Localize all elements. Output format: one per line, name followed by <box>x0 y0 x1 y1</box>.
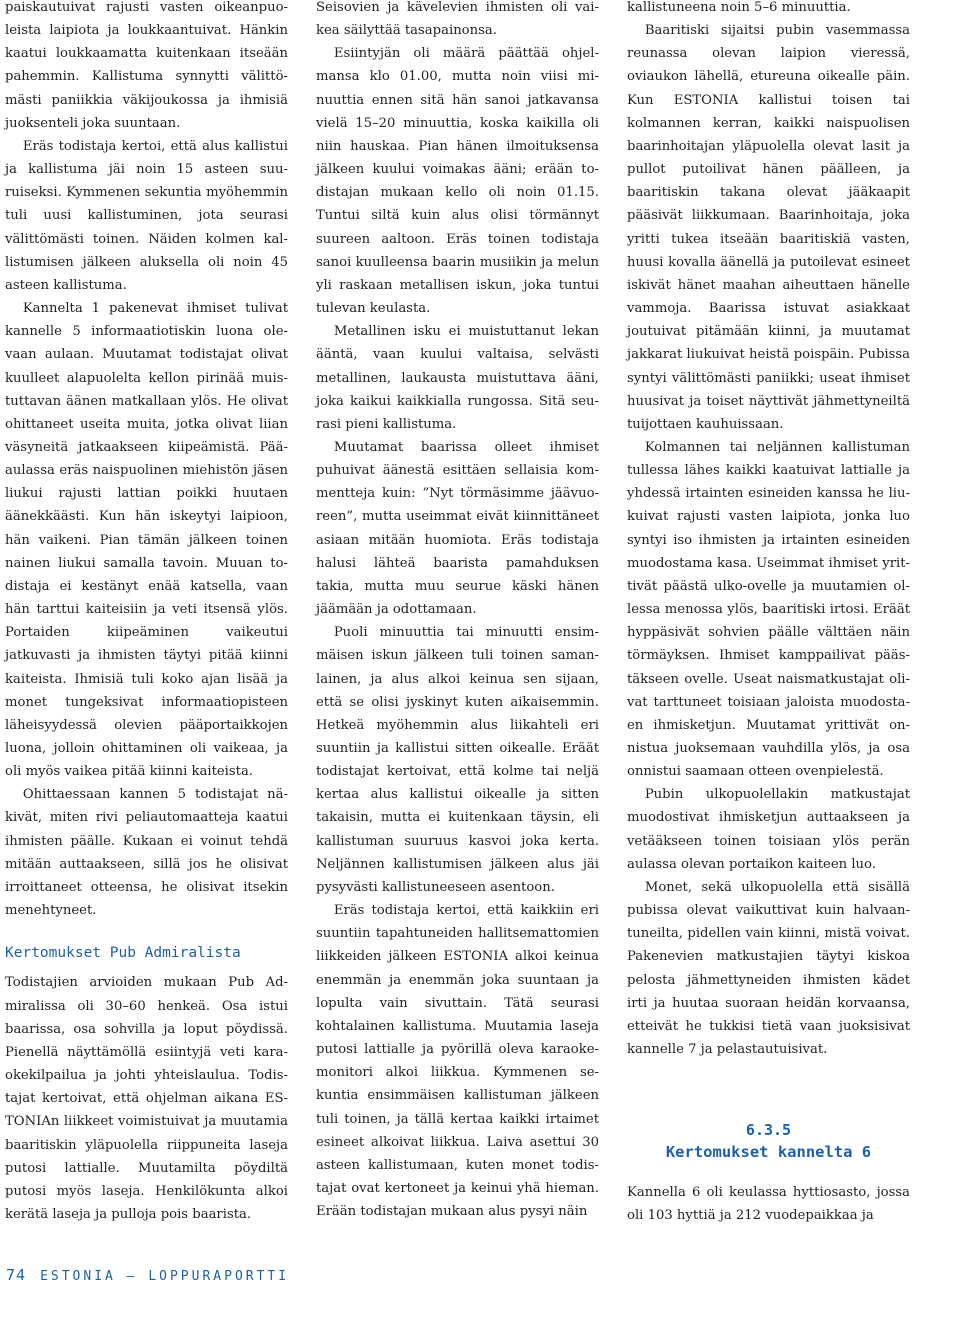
paragraph: kallistuneena noin 5–6 minuuttia. <box>627 0 851 15</box>
paragraph: Baaritiski sijaitsi pubin vasemmassa reunassa olevan laipion vieressä, oviaukon lähellä, etureuna oikealle päin. Kun ESTONIA kallistui toisen tai kolmannen kerran, kaikki naispuolisen baarinhoitajan yläpuolella olevat lasit ja pullot putoilivat hänen päälleen, ja baaritiskin takana olevat jääkaapit pääsivät liikkumaan. Baarinhoitaja, joka yritti tukea itseään baaritiskiä vasten, huusi kovalla äänellä ja putoilevat esineet iskivät hänet maahan aiheuttaen hänelle vammoja. Baarissa istuvat asiakkaat joutuivat pitämään kiinni, ja muutamat jakkarat liukuivat heistä poispäin. Pubissa syntyi välittömästi paniikki; useat ihmiset huusivat ja toiset näyttivät jähmettyneiltä tuijottaen kauhuissaan. <box>627 23 910 432</box>
paragraph: Muutamat baarissa olleet ihmiset puhuivat äänestä esittäen sellaisia kommentteja kuin: ”Nyt törmäsimme jäävuoreen”, mutta useimmat eivät kiinnittäneet asiaan mitään huomiota. Eräs todistaja halusi lähteä baarista pamahduksen takia, mutta muu seurue käski hänen jäämään ja odottamaan. <box>316 439 599 618</box>
document-title: ESTONIA — LOPPURAPORTTI <box>40 1269 290 1284</box>
page-number: 74 <box>6 1266 27 1284</box>
paragraph: Kolmannen tai neljännen kallistuman tullessa lähes kaikki kaatuivat lattialle ja yhdessä irtainten esineiden kanssa he liukuivat rajusti vasten laipiota, jonka luo syntyi iso ihmisten ja irtainten esineiden muodostama kasa. Useimmat ihmiset yrittivät päästä ulko-ovelle ja muutamien ollessa menossa ylös, baaritiski irtosi. Eräät hyppäsivät sohvien päälle välttäen näin törmäyksen. Ihmiset kamppailivat päästäkseen ovelle. Useat naismatkustajat olivat tarttuneet toisiaan jaloista muodostaen ihmisketjun. Muutamat yrittivät onnistua juoksemaan vauhdilla ylös, ja osa onnistui saamaan otteen ovenpielestä. <box>627 439 910 780</box>
paragraph: Monet, sekä ulkopuolella että sisällä pubissa olevat vaikuttivat kuin halvaantuneilta, pidellen vain kiinni, mistä voivat. Pakenevien matkustajien täytyi kiskoa pelosta jähmettyneiden ihmisten kädet irti ja huutaa suoraan heidän korvaansa, etteivät he tukkisi tietä vaan juoksisivat kannelle 7 ja pelastautuisivat. <box>627 879 910 1058</box>
paragraph: Seisovien ja kävelevien ihmisten oli vaikea säilyttää tasapainonsa. <box>316 0 599 39</box>
paragraph: Pubin ulkopuolellakin matkustajat muodostivat ihmisketjun auttaakseen ja vetääkseen toinen toisiaan ylös perän aulassa olevan portaikon kaiteen luo. <box>627 787 910 872</box>
column-middle <box>316 0 599 1223</box>
paragraph: Todistajien arvioiden mukaan Pub Admiralissa oli 30–60 henkeä. Osa istui baarissa, osa sohvilla ja loput pöydissä. Pienellä näyttämöllä esiintyjä veti karaokekilpailua ja johti yhteislaulua. Todistajat kertoivat, että ohjelman aikana ESTONIAn liikkeet voimistuivat ja muutamia baaritiskin yläpuolella riippuneita laseja putosi lattialle. Muutamilta pöydiltä putosi myös laseja. Henkilökunta alkoi kerätä laseja ja pulloja pois baarista. <box>5 975 288 1222</box>
paragraph: Eräs todistaja kertoi, että alus kallistui ja kallistuma jäi noin 15 asteen suuruiseksi. Kymmenen sekuntia myöhemmin tuli uusi kallistuminen, jota seurasi välittömästi toinen. Näiden kolmen kallistumisen jälkeen aluksella oli noin 45 asteen kallistuma. <box>5 138 288 293</box>
paragraph: Kannelta 1 pakenevat ihmiset tulivat kannelle 5 informaatiotiskin luona olevaan aulaan. Muutamat todistajat olivat kuulleet alapuolelta kellon pirinää muistuttavan äänen matkallaan ylös. He olivat ohittaneet useita muita, jotka olivat liian väsyneitä jatkaakseen kiipeämistä. Pääaulassa eräs naispuolinen miehistön jäsen liukui rajusti lattian poikki huutaen äänekkäästi. Kun hän iskeytyi laipioon, hän vaikeni. Pian tämän jälkeen toinen nainen liukui samalla tavoin. Muuan todistaja ei kestänyt enää katsella, vaan hän tarttui kaiteisiin ja veti itsensä ylös. Portaiden kiipeäminen vaikeutui jatkuvasti ja ihmisten täytyi pitää kiinni kaiteista. Ihmisiä tuli koko ajan lisää ja monet tungeksivat informaatiopisteen läheisyydessä olevien pääportaikkojen luona, jolloin ohittaminen oli vaikeaa, ja oli myös vaikea pitää kiinni kaiteista. <box>5 301 288 780</box>
subsection-heading <box>627 1119 910 1163</box>
paragraph: Metallinen isku ei muistuttanut lekan ääntä, vaan kuului valtaisa, selvästi metallinen, laukausta muistuttava ääni, joka kaikui kaikkialla rungossa. Sitä seurasi pieni kallistuma. <box>316 324 599 432</box>
paragraph: Kannella 6 oli keulassa hyttiosasto, jossa oli 103 hyttiä ja 212 vuodepaikkaa ja <box>627 1185 910 1224</box>
paragraph: Ohittaessaan kannen 5 todistajat näkivät, miten rivi peliautomaatteja kaatui ihmisten päälle. Kukaan ei voinut tehdä mitään auttaakseen, sillä jos he olisivat irroittaneet otteensa, he olisivat itsekin menehtyneet. <box>5 787 288 919</box>
paragraph: Puoli minuuttia tai minuutti ensimmäisen iskun jälkeen tuli toinen samanlainen, ja alus alkoi keinua sen sijaan, että se olisi jyskinyt kuten aikaisemmin. Hetkeä myöhemmin alus liikahteli eri suuntiin ja kallistui sitten oikealle. Eräät todistajat kertoivat, että kolme tai neljä kertaa alus kallistui oikealle ja sitten takaisin, mutta ei kuitenkaan täysin, eli kallistuman suuruus kasvoi joka kerta. Neljännen kallistumisen jälkeen alus jäi pysyvästi kallistuneeseen asentoon. <box>316 625 599 895</box>
section-number: 6.3.5 <box>745 1121 792 1140</box>
page-footer <box>6 1266 289 1284</box>
column-right <box>627 0 910 1228</box>
column-left <box>5 0 288 1226</box>
section-heading-pub-admiral: Kertomukset Pub Admiralista <box>5 945 241 962</box>
paragraph: Esiintyjän oli määrä päättää ohjelmansa klo 01.00, mutta noin viisi minuuttia ennen sitä hän sanoi jatkavansa vielä 15–20 minuuttia, koska kaikilla oli niin hauskaa. Pian hänen ilmoituksensa jälkeen kuului voimakas ääni; erään todistajan mukaan kello oli noin 01.15. Tuntui siltä kuin alus olisi törmännyt suureen aaltoon. Eräs toinen todistaja sanoi kuulleensa baarin musiikin ja melun yli raskaan metallisen iskun, joka tuntui tulevan keulasta. <box>316 46 599 317</box>
paragraph: paiskautuivat rajusti vasten oikeanpuoleista laipiota ja loukkaantuivat. Hänkin kaatui loukkaamatta kuitenkaan itseään pahemmin. Kallistuma synnytti välittömästi paniikkia väkijoukossa ja ihmisiä juoksenteli joka suuntaan. <box>5 0 288 131</box>
paragraph: Eräs todistaja kertoi, että kaikkiin eri suuntiin tapahtuneiden hallitsemattomien liikkeiden jälkeen ESTONIA alkoi keinua enemmän ja enemmän joka suuntaan ja lopulta vain sivuttain. Tätä seurasi kohtalainen kallistuma. Muutamia laseja putosi lattialle ja pyörillä oleva karaokemonitori alkoi liikkua. Kymmenen sekuntia ensimmäisen kallistuman jälkeen tuli toinen, ja tällä kertaa kaikki irtaimet esineet alkoivat liikkua. Laiva asettui 30 asteen kallistumaan, kuten monet todistajat ovat kertoneet ja keinui yhä hieman. Erään todistajan mukaan alus pysyi näin <box>316 903 599 1220</box>
section-title: Kertomukset kannelta 6 <box>665 1143 872 1162</box>
